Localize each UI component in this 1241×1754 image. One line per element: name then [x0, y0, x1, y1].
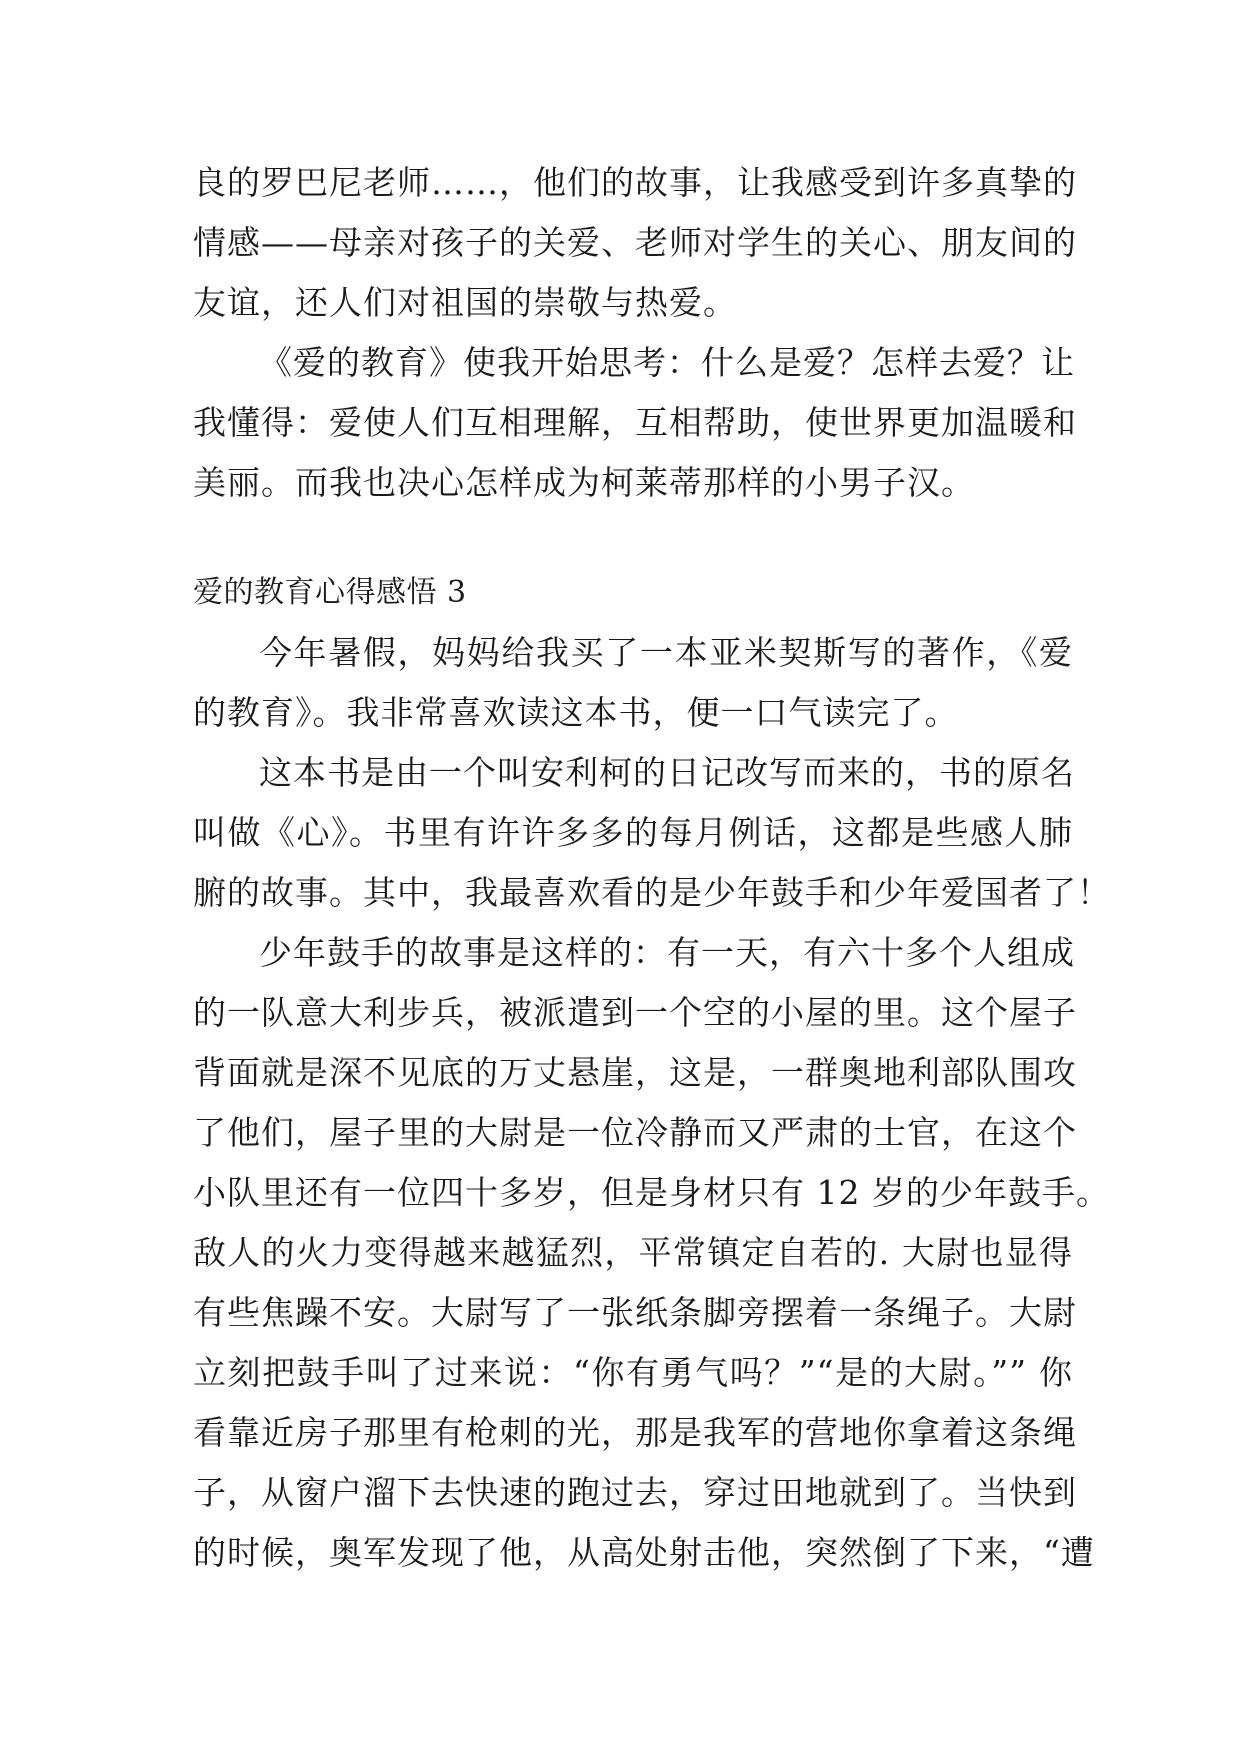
text-line: 的教育》。我非常喜欢读这本书，便一口气读完了。	[193, 693, 959, 732]
text-line: 友谊，还人们对祖国的崇敬与热爱。	[193, 283, 737, 322]
text-line: 美丽。而我也决心怎样成为柯莱蒂那样的小男子汉。	[193, 463, 975, 502]
text-line: 良的罗巴尼老师……，他们的故事，让我感受到许多真挚的	[193, 163, 1077, 202]
text-line: 情感——母亲对孩子的关爱、老师对学生的关心、朋友间的	[193, 223, 1077, 262]
text-line: 子，从窗户溜下去快速的跑过去，穿过田地就到了。当快到	[193, 1473, 1077, 1512]
paragraph-first-line: 这本书是由一个叫安利柯的日记改写而来的，书的原名	[259, 753, 1075, 792]
text-line: 的时候，奥军发现了他，从高处射击他，突然倒了下来，“遭	[193, 1533, 1095, 1572]
paragraph-first-line: 少年鼓手的故事是这样的：有一天，有六十多个人组成	[259, 933, 1075, 972]
text-line: 背面就是深不见底的万丈悬崖，这是，一群奥地利部队围攻	[193, 1053, 1077, 1092]
text-line: 敌人的火力变得越来越猛烈，平常镇定自若的. 大尉也显得	[193, 1233, 1073, 1272]
paragraph-first-line: 今年暑假，妈妈给我买了一本亚米契斯写的著作，《爱	[259, 633, 1073, 672]
text-line: 小队里还有一位四十多岁，但是身材只有 12 岁的少年鼓手。	[193, 1173, 1110, 1212]
paragraph-first-line: 《爱的教育》使我开始思考：什么是爱？怎样去爱？让	[259, 343, 1075, 382]
text-line: 的一队意大利步兵，被派遣到一个空的小屋的里。这个屋子	[193, 993, 1077, 1032]
text-line: 立刻把鼓手叫了过来说：“你有勇气吗？”“是的大尉。”” 你	[193, 1353, 1073, 1392]
text-line: 有些焦躁不安。大尉写了一张纸条脚旁摆着一条绳子。大尉	[193, 1293, 1077, 1332]
text-line: 看靠近房子那里有枪刺的光，那是我军的营地你拿着这条绳	[193, 1413, 1077, 1452]
text-line: 腑的故事。其中，我最喜欢看的是少年鼓手和少年爱国者了！	[193, 873, 1111, 912]
text-line: 我懂得：爱使人们互相理解，互相帮助，使世界更加温暖和	[193, 403, 1077, 442]
text-line: 叫做《心》。书里有许许多多的每月例话，这都是些感人肺	[193, 813, 1073, 852]
section-heading: 爱的教育心得感悟 3	[193, 575, 467, 610]
text-line: 了他们，屋子里的大尉是一位冷静而又严肃的士官，在这个	[193, 1113, 1077, 1152]
